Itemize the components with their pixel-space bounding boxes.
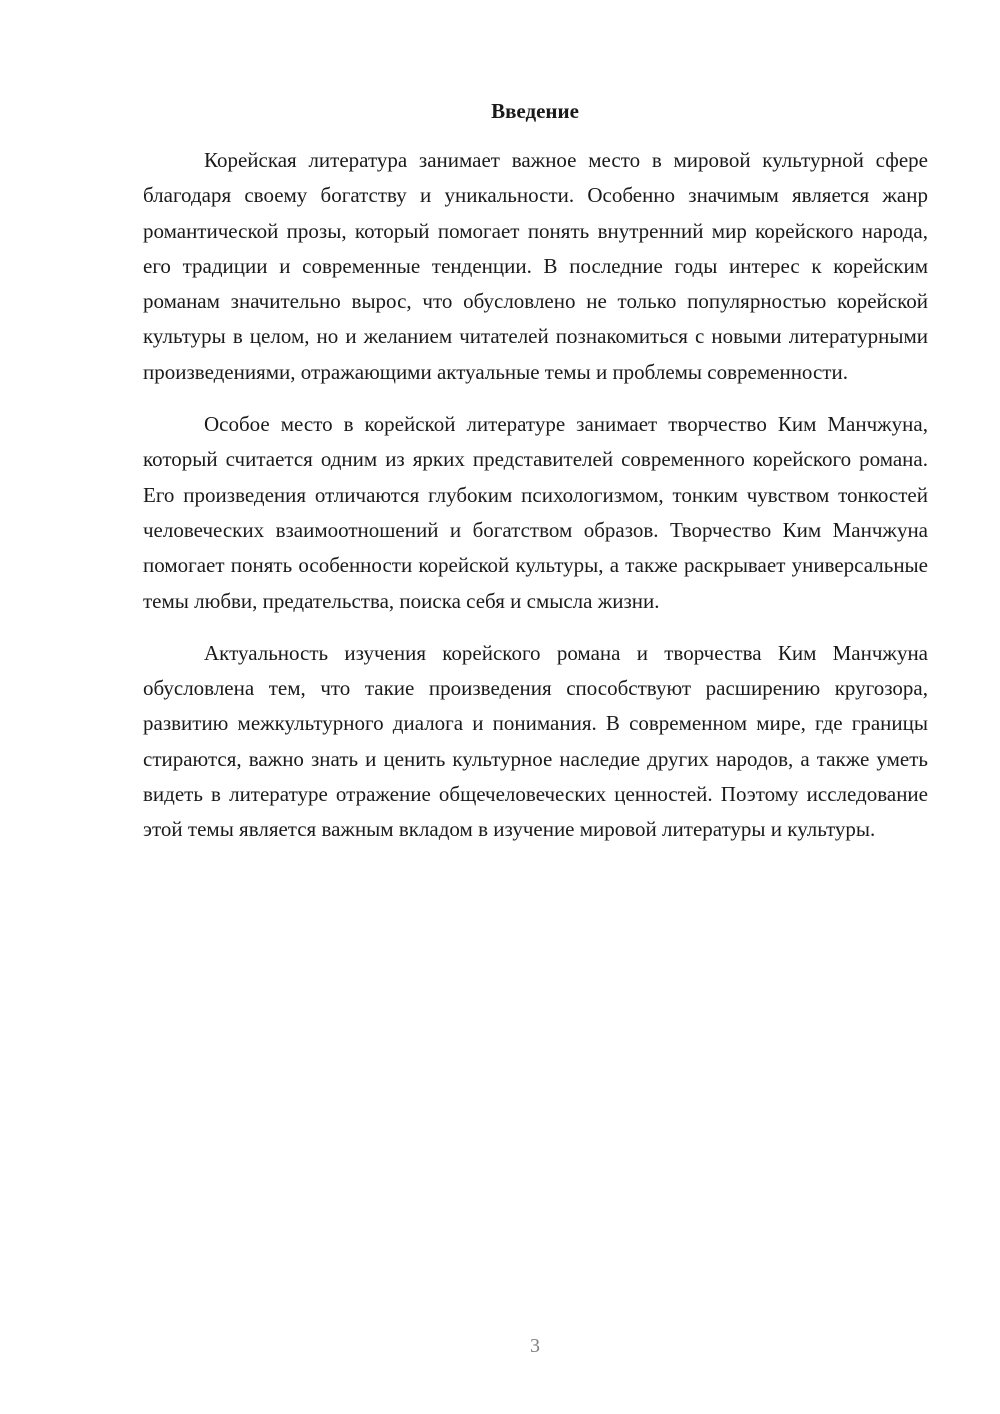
page-number: 3 xyxy=(530,1335,540,1357)
paragraph-2: Особое место в корейской литературе занимает творчество Ким Манчжуна, который считается одним из ярких представителей современного корейского романа. Его произведения отличаются глубоким психологизмом, тонким чувством тонкостей человеческих взаимоотношений и богатством образов. Творчество Ким Манчжуна помогает понять особенности корейской культуры, а также раскрывает универсальные темы любви, предательства, поиска себя и смысла жизни. xyxy=(143,412,928,613)
body-text xyxy=(143,143,928,848)
paragraph-1: Корейская литература занимает важное место в мировой культурной сфере благодаря своему богатству и уникальности. Особенно значимым является жанр романтической прозы, который помогает понять внутренний мир корейского народа, его традиции и современные тенденции. В последние годы интерес к корейским романам значительно вырос, что обусловлено не только популярностью корейской культуры в целом, но и желанием читателей познакомиться с новыми литературными произведениями, отражающими актуальные темы и проблемы современности. xyxy=(143,148,928,384)
paragraph-3: Актуальность изучения корейского романа и творчества Ким Манчжуна обусловлена тем, что такие произведения способствуют расширению кругозора, развитию межкультурного диалога и понимания. В современном мире, где границы стираются, важно знать и ценить культурное наследие других народов, а также уметь видеть в литературе отражение общечеловеческих ценностей. Поэтому исследование этой темы является важным вкладом в изучение мировой литературы и культуры. xyxy=(143,640,928,842)
section-heading: Введение xyxy=(491,99,579,123)
